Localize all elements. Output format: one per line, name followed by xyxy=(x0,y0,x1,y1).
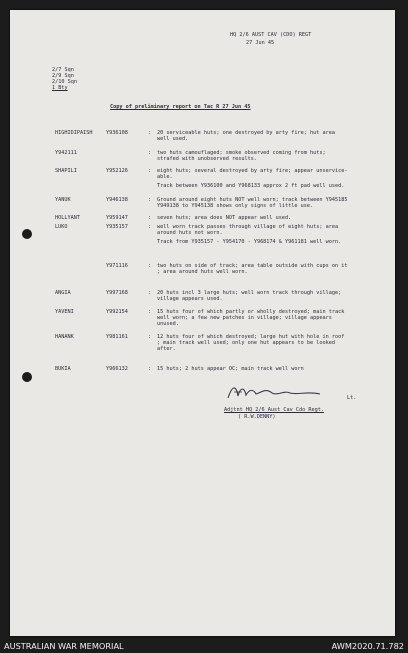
distribution-item: 2/10 Sqn xyxy=(52,79,77,85)
entry-ref: Y959147 xyxy=(106,215,128,221)
entry-place: LUKO xyxy=(55,224,68,230)
colon-marker: : xyxy=(148,334,152,340)
entry-text: two huts camouflaged; smoke observed coming from huts; strafed with unobserved results. xyxy=(157,150,326,163)
entry-text: 20 serviceable huts; one destroyed by arty fire; hut area well used. xyxy=(157,130,336,143)
entry-place: SHAPILI xyxy=(55,168,77,174)
entry-text: Ground around eight huts NOT well worn; track between Y945185 Y949138 to Y945138 shows only signs of little use. xyxy=(157,197,348,210)
colon-marker: : xyxy=(148,168,152,174)
distribution-item: 2/7 Sqn xyxy=(52,67,74,73)
handwritten-signature xyxy=(224,380,334,404)
document-page xyxy=(10,10,395,636)
entry-place: HANANK xyxy=(55,334,74,340)
entry-place: HOLLYANT xyxy=(55,215,80,221)
entry-text: seven huts; area does NOT appear well used. xyxy=(157,215,292,221)
entry-text: eight huts; several destroyed by arty fire; appear unservice- able. Track between Y936100 and Y968133 approx 2 ft pad well used. xyxy=(157,168,348,190)
signature-name: ( R.W.DENNY) xyxy=(238,414,276,420)
document-title: Copy of preliminary report on Tac R 27 Jun 45 xyxy=(110,104,251,110)
colon-marker: : xyxy=(148,130,152,136)
entry-text: 15 huts four of which partly or wholly destroyed; main track well worn; a few new patches in village; village appears unused. xyxy=(157,309,345,328)
colon-marker: : xyxy=(148,224,152,230)
colon-marker: : xyxy=(148,150,152,156)
header-date: 27 Jun 45 xyxy=(246,40,275,46)
archive-reference: AWM2020.71.782 xyxy=(331,641,404,651)
punch-hole xyxy=(22,372,32,382)
colon-marker: : xyxy=(148,309,152,315)
entry-text: 20 huts incl 3 large huts; well worn track through village; village appears used. xyxy=(157,290,342,303)
signature-appointment: Adjtnt HQ 2/6 Aust Cav Cdo Regt. xyxy=(224,407,324,413)
entry-text: 15 huts; 2 huts appear OC; main track well worn xyxy=(157,366,304,372)
entry-place: YAVENI xyxy=(55,309,74,315)
entry-ref: Y997168 xyxy=(106,290,128,296)
colon-marker: : xyxy=(148,263,152,269)
entry-ref: Y946138 xyxy=(106,197,128,203)
distribution-item: 1 Bty xyxy=(52,85,68,91)
entry-text: two huts on side of track; area table outside with cups on it ; area around huts well worn. xyxy=(157,263,348,276)
entry-text: 12 huts four of which destroyed; large hut with hole in roof ; main track well used; only one hut appears to be looked after. xyxy=(157,334,345,353)
signature-rank: Lt. xyxy=(347,395,357,401)
entry-ref: Y935157 xyxy=(106,224,128,230)
entry-place: YANUK xyxy=(55,197,71,203)
entry-place: Y942111 xyxy=(55,150,77,156)
entry-place: BUKIA xyxy=(55,366,71,372)
entry-ref: Y936108 xyxy=(106,130,128,136)
colon-marker: : xyxy=(148,215,152,221)
entry-place: HIGHIDIPAISH xyxy=(55,130,93,136)
entry-ref: Y966132 xyxy=(106,366,128,372)
distribution-item: 2/9 Sqn xyxy=(52,73,74,79)
archive-name: AUSTRALIAN WAR MEMORIAL xyxy=(4,641,124,651)
colon-marker: : xyxy=(148,197,152,203)
entry-ref: Y981161 xyxy=(106,334,128,340)
entry-text: well worn track passes through village of eight huts; area around huts not worn. Track from Y935157 - Y954170 - Y968174 & Y961181 well worn. xyxy=(157,224,342,246)
entry-place: ANGIA xyxy=(55,290,71,296)
entry-ref: Y971116 xyxy=(106,263,128,269)
entry-ref: Y952126 xyxy=(106,168,128,174)
header-unit: HQ 2/6 AUST CAV (CDO) REGT xyxy=(230,32,312,38)
entry-ref: Y992154 xyxy=(106,309,128,315)
colon-marker: : xyxy=(148,290,152,296)
colon-marker: : xyxy=(148,366,152,372)
punch-hole xyxy=(22,229,32,239)
archive-footer xyxy=(0,639,408,653)
